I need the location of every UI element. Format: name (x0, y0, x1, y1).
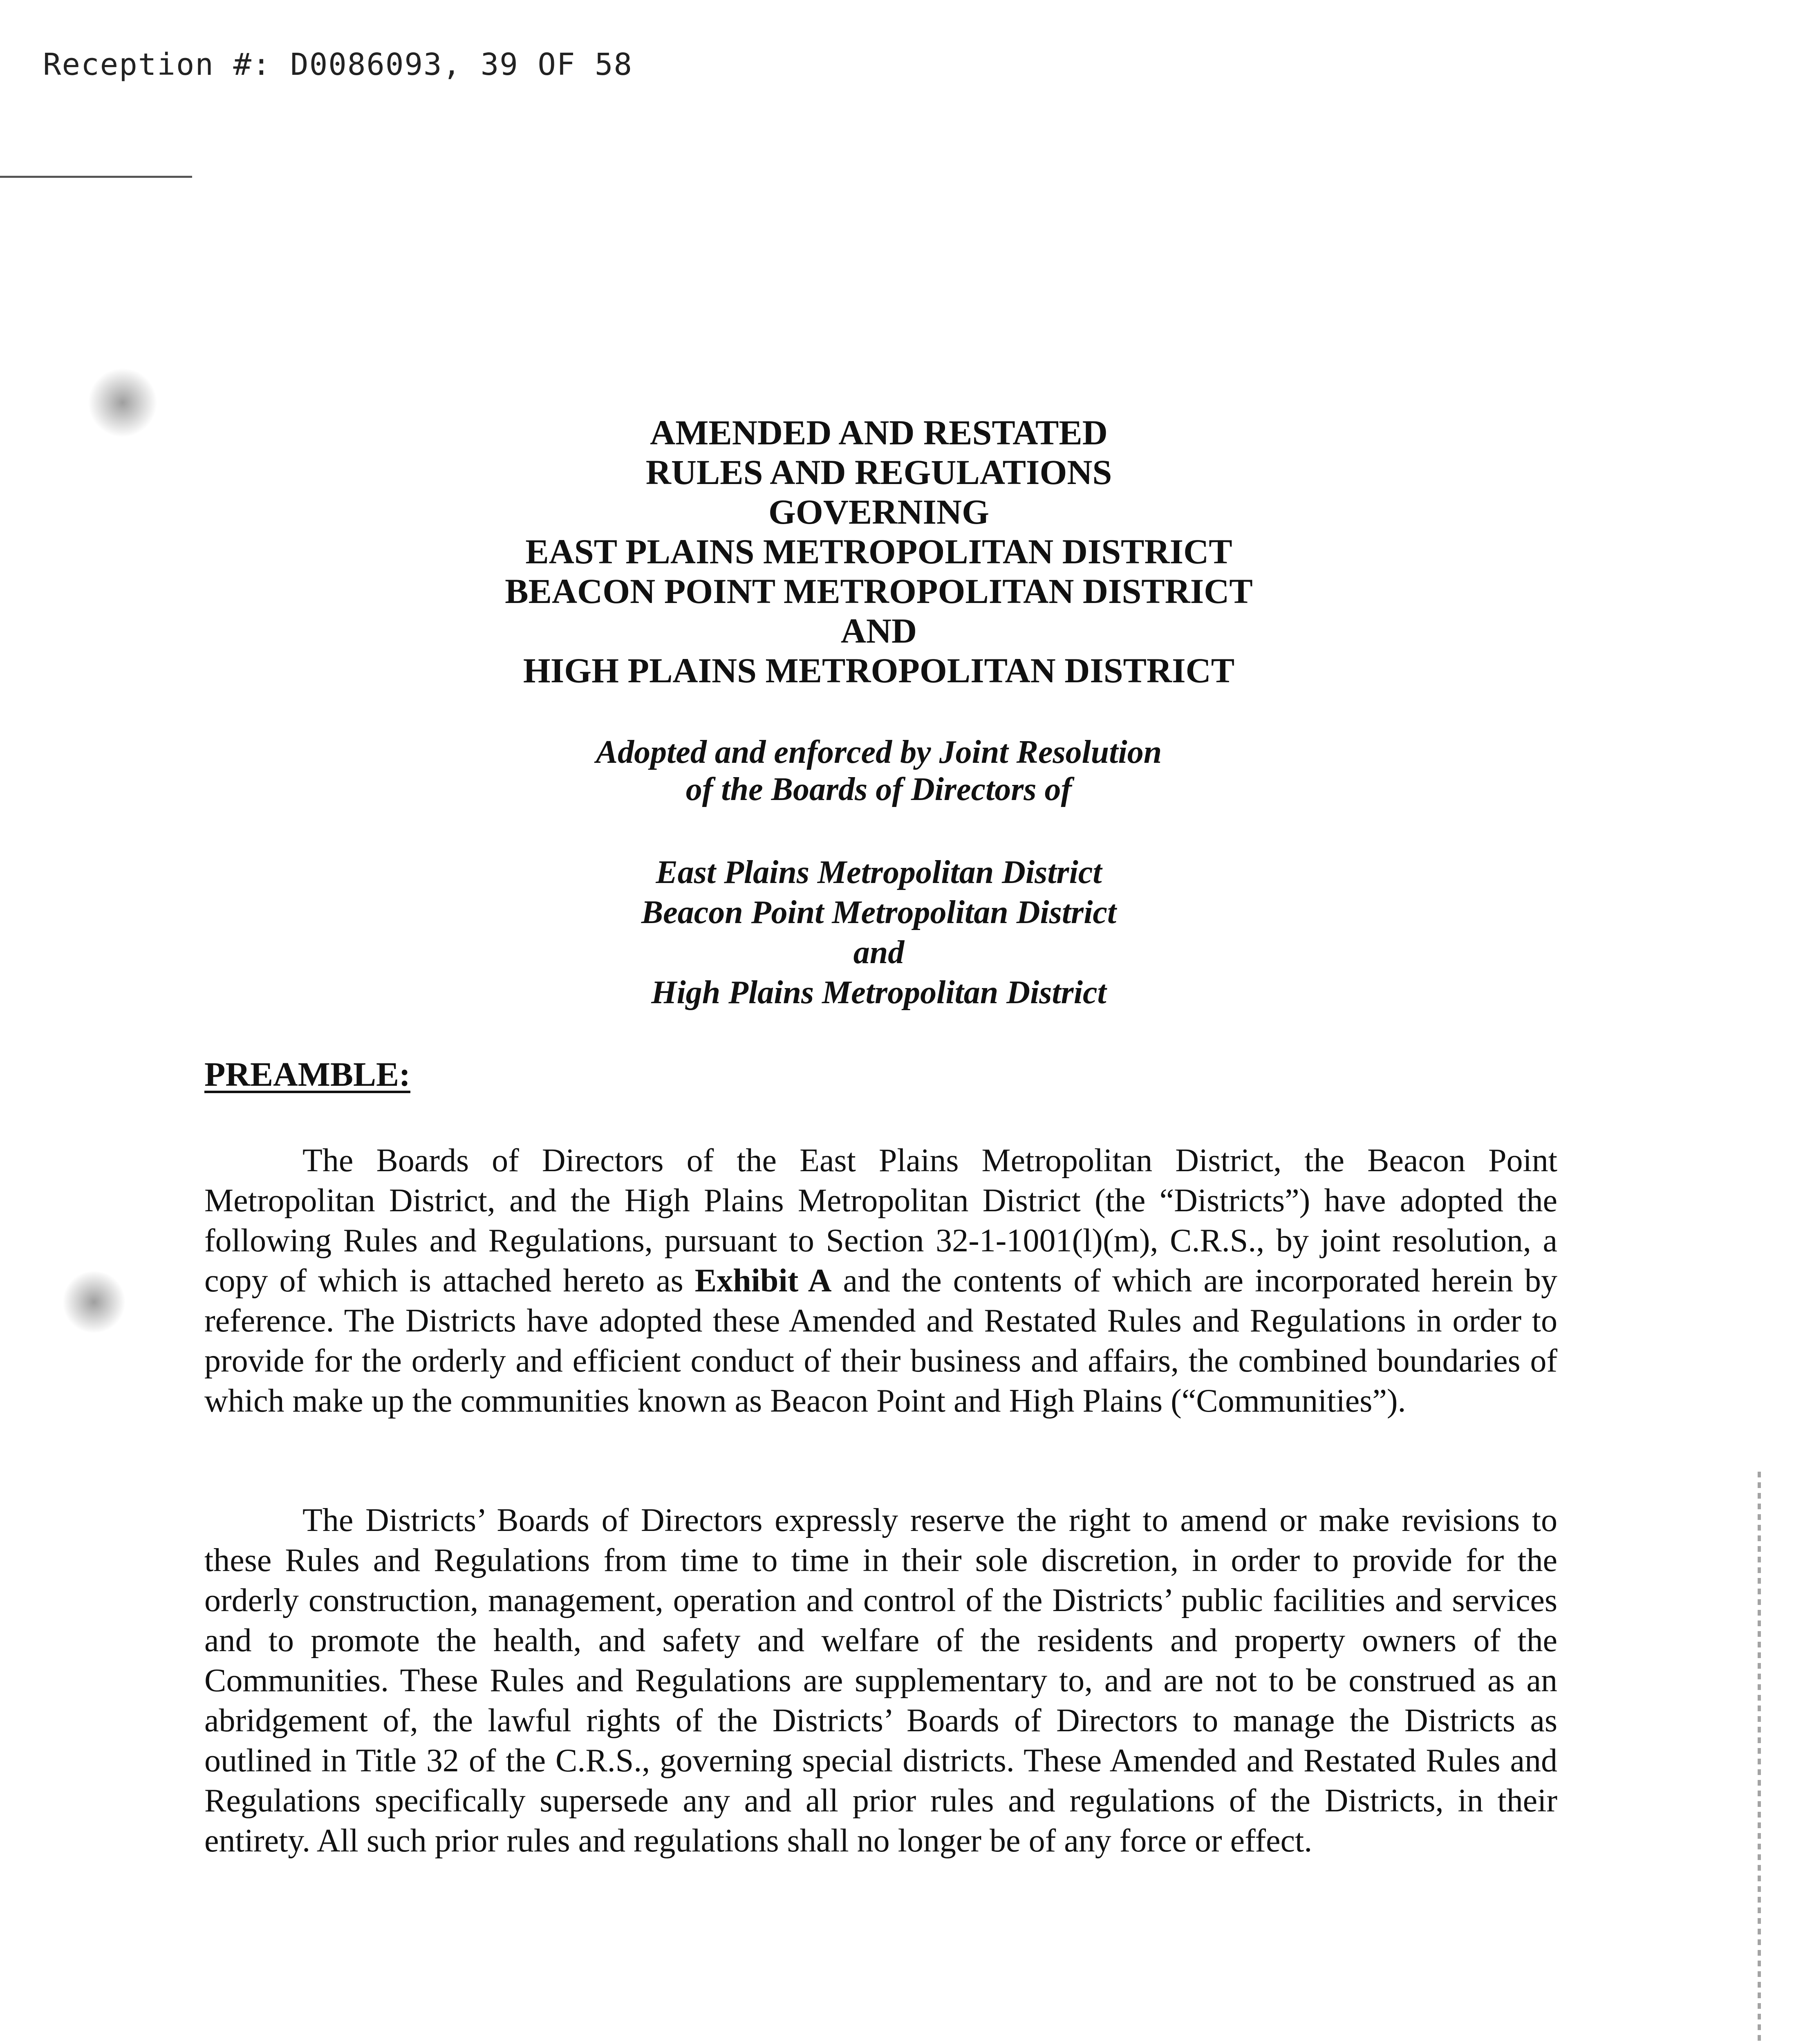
subtitle-line: Adopted and enforced by Joint Resolution (596, 734, 1162, 770)
district-name: Beacon Point Metropolitan District (641, 894, 1117, 930)
district-conjunction: and (853, 935, 905, 970)
district-name: East Plains Metropolitan District (656, 854, 1102, 890)
title-line: BEACON POINT METROPOLITAN DISTRICT (505, 572, 1253, 611)
district-list (368, 852, 1390, 1013)
margin-scan-edge (1758, 1472, 1761, 2044)
preamble-paragraph-1 (204, 1141, 1557, 1421)
preamble-heading: PREAMBLE: (204, 1056, 410, 1094)
adoption-subtitle (368, 734, 1390, 808)
title-line: GOVERNING (768, 492, 989, 531)
title-line: AMENDED AND RESTATED (650, 413, 1108, 452)
paragraph-text: The Boards of Directors of the East Plains Metropolitan District, the Beacon Point Metropolitan District, and the High Plains Metropolitan District (the “Districts”) have adopted the following Rules and Regulations, pursuant to Section 32-1-1001(l)(m), C.R.S., by joint resolution, a copy of which is attached hereto as (204, 1143, 1557, 1299)
district-name: High Plains Metropolitan District (651, 975, 1106, 1011)
title-line: AND (840, 611, 917, 650)
title-line: RULES AND REGULATIONS (645, 453, 1112, 492)
subtitle-line: of the Boards of Directors of (685, 771, 1072, 807)
preamble-paragraph-2: The Districts’ Boards of Directors expressly reserve the right to amend or make revisions to these Rules and Regulations from time to time in their sole discretion, in order to provide for the orderly construction, management, operation and control of the Districts’ public facilities and services and to promote the health, and safety and welfare of the residents and property owners of the Communities. These Rules and Regulations are supplementary to, and are not to be construed as an abridgement of, the lawful rights of the Districts’ Boards of Directors to manage the Districts as outlined in Title 32 of the C.R.S., governing special districts. These Amended and Restated Rules and Regulations specifically supersede any and all prior rules and regulations of the Districts, in their entirety. All such prior rules and regulations shall no longer be of any force or effect. (204, 1502, 1557, 1859)
title-line: EAST PLAINS METROPOLITAN DISTRICT (525, 532, 1232, 571)
reception-header: Reception #: D0086093, 39 OF 58 (43, 47, 633, 82)
paragraph-text: and the contents of which are incorporated herein by reference. The Districts have adopted these Amended and Restated Rules and Regulations in order to provide for the orderly and efficient conduct of their business and affairs, the combined boundaries of which make up the communities known as Beacon Point and High Plains (“Communities”). (204, 1263, 1558, 1419)
scan-speck-top (88, 368, 157, 437)
title-line: HIGH PLAINS METROPOLITAN DISTRICT (523, 651, 1235, 690)
scan-speck-middle (61, 1271, 127, 1333)
header-rule (0, 176, 192, 178)
document-title (368, 413, 1390, 690)
exhibit-reference: Exhibit A (694, 1263, 832, 1299)
